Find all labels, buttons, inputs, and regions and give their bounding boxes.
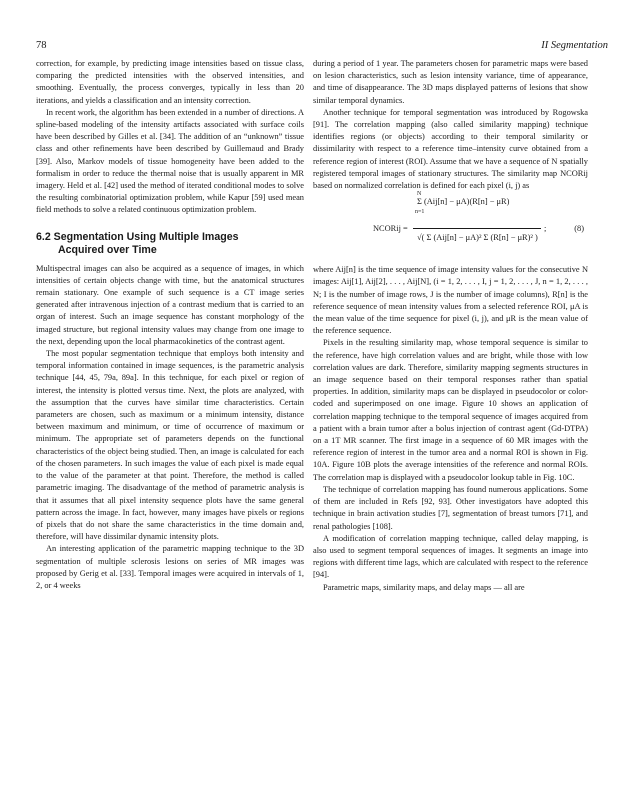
paragraph: In recent work, the algorithm has been extended in a number of directions. A spline-based modeling of the intensity artifacts associated with surface coils have been described by Gilles et al. [34]. The addition of an “unknown” tissue class and other refinements have been described by Guillemaud and Brady [39]. Also, Markov models of tissue homogeneity have been added to the formalism in order to reduce the thermal noise that is usually apparent in MR imagery. Held et al. [42] used the method of iterated conditional modes to solve the resulting combinatorial optimization problem, while Kapur [59] used mean field methods to solve a related continuous optimization problem. xyxy=(36,107,304,215)
paragraph: Pixels in the resulting similarity map, whose temporal sequence is similar to the reference, have high correlation values and are bright, while those with low correlation values are dark. Therefore, similarity mapping segments structures in an image sequence based on their temporal responses rather than spatial properties. In addition, similarity maps can be displayed in pseudocolor or color-coded and superimposed on one image. Figure 10 shows an application of correlation mapping technique to the temporal sequence of images acquired from a patient with a brain tumor after a bolus injection of contrast agent (Gd-DTPA) on a 1T MR scanner. The first image in a sequence of 60 MR images with the reference region of interest in the tumor area and a normal ROI is shown in Fig. 10A. Figure 10B plots the average intensities of the reference and normal ROIs. The correlation map is displayed with a pseudocolor lookup table in Fig. 10C. xyxy=(313,338,588,482)
equation-denominator: √( Σ (Aij[n] − μA)² Σ (R[n] − μR)² ) xyxy=(417,233,538,243)
paragraph: Parametric maps, similarity maps, and delay maps — all are xyxy=(323,582,525,592)
sum-lower-limit: n=1 xyxy=(415,209,425,216)
section-heading-line1: 6.2 Segmentation Using Multiple Images xyxy=(36,230,239,243)
page-number: 78 xyxy=(36,40,47,51)
sum-upper-limit: N xyxy=(417,191,422,198)
left-column xyxy=(36,58,304,592)
right-column xyxy=(313,58,588,594)
paragraph: correction, for example, by predicting image intensities based on tissue class, comparing the predicted intensities with the observed intensities, and smoothing. Eventually, the process converges, typically in less than 20 iterations, and yields a classification and an intensity correction. xyxy=(36,59,304,105)
paragraph: Another technique for temporal segmentation was introduced by Rogowska [91]. The correlation mapping (also called similarity mapping) technique identifies regions (or objects) according to their temporal similarity or dissimilarity with respect to a reference time–intensity curve obtained from a reference region of interest (ROI). Assume that we have a sequence of N spatially registered temporal images of stationary structures. The similarity map NCORij based on normalized correlation is defined for each pixel (i, j) as xyxy=(313,107,588,191)
equation-lhs: NCORij = xyxy=(373,224,408,234)
paragraph: A modification of correlation mapping technique, called delay mapping, is also used to segment temporal sequences of images. It segments an image into regions with different time lags, which are calculated with respect to the reference [94]. xyxy=(313,533,588,580)
equation-semicolon: ; xyxy=(544,224,547,234)
equation-numerator: Σ (Aij[n] − μA)(R[n] − μR) xyxy=(417,197,510,207)
running-title: II Segmentation xyxy=(541,40,608,51)
equation-number: (8) xyxy=(574,224,584,234)
paragraph: where Aij[n] is the time sequence of image intensity values for the consecutive N images: Aij[1], Aij[2], . . . , Aij[N], (i = 1, 2, . . . , I, j = 1, 2, . . . , J, n = 1, 2, . . . , N; I is the number of image rows, J is the number of image columns), R[n] is the reference sequence of mean intensity values from a selected reference ROI, μA is the mean value of the time sequence for pixel (i, j), and μR is the mean value of the reference sequence. xyxy=(313,265,588,336)
paragraph: during a period of 1 year. The parameters chosen for parametric maps were based on lesion characteristics, such as lesion intensity variance, time of appearance, and time of disappearance. The 3D maps displayed patterns of lesions that show similar temporal dynamics. xyxy=(313,59,588,105)
equation-8 xyxy=(313,191,588,262)
fraction-bar xyxy=(413,228,541,229)
paragraph: Multispectral images can also be acquired as a sequence of images, in which intensities of certain objects change with time, but the anatomical structures remain stationary. One example of such sequence is a CT image series generated after intravenous injection of a contrast medium that is carried to an organ of interest. Such an image sequence has constant morphology of the imaged structure, but regional intensity values may change from one image to the next, depending upon the local pharmacokinetics of the contrast agent. xyxy=(36,263,304,346)
section-heading xyxy=(36,231,304,257)
paragraph: An interesting application of the parametric mapping technique to the 3D segmentation of multiple sclerosis lesions on series of MR images was proposed by Gerig et al. [33]. Temporal images were acquired in intervals of 1, 2, or 4 weeks xyxy=(36,544,304,590)
paragraph: The most popular segmentation technique that employs both intensity and temporal information contained in image sequences, is the parametric analysis technique [44, 45, 79a, 89a]. In this technique, for each pixel or region of interest, the intensity is plotted versus time. Next, the plots are analyzed, with the assumption that the curves have similar time characteristics. Certain parameters are chosen, such as maximum or a minimum intensity, distance between maximum and minimum, or time of occurrence of maximum or minimum. The appropriate set of parameters depends on the functional characteristics of the object being studied. Then, an image is calculated for each of the chosen parameters. In such images the value of each pixel is made equal to the value of the parameter at that point. Therefore, the method is called parametric imaging. The disadvantage of the method of parametric analysis is that it assumes that all pixel intensity sequence plots have the same general pattern across the image. In fact, however, many images have pixels or regions of pixels that do not share the same characteristics in the time domain and, therefore, will have dissimilar dynamic intensity plots. xyxy=(36,349,304,542)
section-heading-line2: Acquired over Time xyxy=(58,243,157,256)
paragraph: The technique of correlation mapping has found numerous applications. Some of them are included in Refs [92, 93]. Other investigators have adopted this technique in brain activation studies [7], segmentation of breast tumors [71], and renal pathologies [108]. xyxy=(313,484,588,531)
